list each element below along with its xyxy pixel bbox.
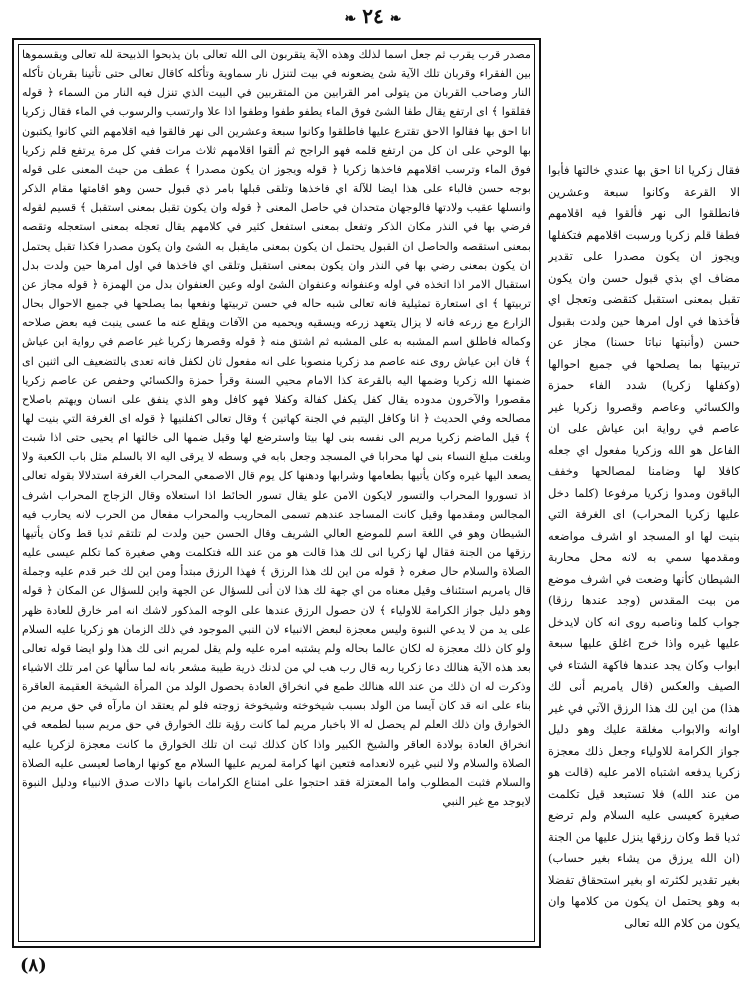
page-number-text: ٢٤	[362, 4, 384, 28]
commentary-paragraph: مصدر قرب يقرب ثم جعل اسما لذلك وهذه الآية يتقربون الى الله تعالى بان يذبحوا الذبيحة لله تعالى ويقسموها بين الفقراء وقربان تلك الآية شئ يضعونه في بيت لتنزل نار سماوية وتأكله كاقال تعالى حتى تأتينا بقربان تأكله النار وصاحب القربان من يتولى امر القرابين من المتقربين في البيت الذي تنزل فيه النار من السماء ﴿ قوله فقلقوا ﴾ اى ارتفع يقال طفا الشئ فوق الماء يطفو طفوا وطفوا اذا علا وارتسب والرسوب في الماء فقال زكريا انا احق بها فقالوا الاحق تقترع عليها فاطلقوا وكانوا سبعة وعشرين الى نهر فالقوا فيه اقلامهم التي كانوا يكتبون بها الوحي على ان كل من ارتفع قلمه فهو الراجح ثم ألقوا اقلامهم ثلاث مرات ففي كل مرة يرتفع قلم زكريا فوق الماء وترسب اقلامهم فاخذها زكريا ﴿ قوله ويجوز ان يكون مصدرا ﴾ عطف من حيث المعنى على قوله بوجه حسن فالباء على هذا ايضا للآلة اي فاخذها وتلقى قبلها بامر ذي قبول حسن وهو اقامتها مقام الذكر وانسلها عقيب ولادتها فالوجهان متحدان في حاصل المعنى ﴿ قوله وان يكون تقبل بمعنى استقبل ﴾ قسيم لقوله فرضي بها في النذر مكان الذكر وتفعل بمعنى استفعل كثير في كلامهم يقال تعجله بمعنى استعجله وتقصه بمعنى استقصه والحاصل ان القبول يحتمل ان يكون بمعنى مايقبل به الشئ وان يكون مصدرا فكذا تقبل يحتمل ان يكون بمعنى رضي بها في النذر وان يكون بمعنى استقبل وتلقى اي فاخذها في اول امرها حين ولدت بدل استقبال الامر اذا اتخذه في اوله وعنفوانه وعنفوان الشئ اوله وعين العنفوان بدل من الهمزة ﴿ قوله مجاز عن تربيتها ﴾ اى استعارة تمثيلية فانه تعالى شبه حاله في حسن تربيتها ونفعها بما يصلحها في جميع الاحوال بحال الزارع مع زرعه فانه لا يزال يتعهد زرعه ويسقيه ويحميه من الآفات ويقلع عنه ما عسى ينبت فيه بعض صلاحه وكماله فاطلق اسم المشبه به على المشبه ثم اشتق منه ﴿ قوله وقصرها زكريا غير عاصم في رواية ابن عياش ﴾ فان ابن عياش روى عنه عاصم مد زكريا منصوبا على انه مفعول ثان لكفل فانه تعدى بالتضعيف الى اثنين اى ضمنها الله زكريا وضمها اليه بالقرعة كذا الامام محيي السنة وقرأ حمزة والكسائي وحفص عن عاصم زكريا مقصورا والآخرون مدوده يقال كفل يكفل كفالة وكفلا فهو كافل وهو الذي ينفق على انسان ويهتم باصلاح مصالحه وفي الحديث ﴿ انا وكافل اليتيم في الجنة كهاتين ﴾ وقال تعالى اكفلنيها ﴿ قوله اى الغرفة التي بنيت لها ﴾ قيل الماضم زكريا مريم الى نفسه بنى لها بيتا واسترضع لها وقيل ضمها الى خالتها ام يحيى حتى اذا شبت وبلغت مبلغ النساء بنى لها محرابا في المسجد وجعل بابه في وسطه لا يرقى اليه الا بالسلم مثل باب الكعبة ولا يصعد اليها غيره وكان يأتيها بطعامها وشرابها ودهنها كل يوم قال الاصمعي المحراب الغرفة استدلالا بقوله تعالى اذ تسوروا المحراب والتسور لايكون الامن علو يقال تسور الحائط اذا استعلاه وقال الزجاج المحراب اشرف المجالس ومقدمها وقيل كانت المساجد عندهم تسمى المحاريب والمحراب مفعال من الحرب لانه يحارب فيه الشيطان وهو في اللغة اسم للموضع العالي الشريف وقال الحسن حين ولدت لم تلتقم ثديا قط وكان يأتيها رزقها من الجنة فقال لها زكريا انى لك هذا قالت هو من عند الله فتكلمت وهي صغيرة كما تكلم عيسى عليه الصلاة والسلام حال صغره ﴿ قوله من اين لك هذا الرزق ﴾ فهذا الرزق مبتدأ ومن اين لك خبر قدم عليه وجملة قال يامريم استئناف وقيل معناه من اي جهة لك هذا لان أنى للسؤال عن الجهة واين للسؤال عن المكان ﴿ قوله وهو دليل جواز الكرامة للاولياء ﴾ لان حصول الرزق عندها على الوجه المذكور لاشك انه امر خارق للعادة ظهر على يد من لا يدعي النبوة وليس معجزة لبعض الانبياء لان النبي الموجود في ذلك الزمان هو زكريا عليه السلام ولو كان ذلك معجزة له لكان عالما بحاله ولم يشتبه امره عليه ولم يقل لمريم انى لك هذا ولو ايضا قوله تعالى بعد هذه الآية هنالك دعا زكريا ربه قال رب هب لي من لدنك ذرية طيبة مشعر بانه لما سألها عن امر تلك الاشياء وذكرت له ان ذلك من عند الله هنالك طمع في انخراق العادة بحصول الولد من المرأة الشيخة العقيمة العاقرة بناء على انه قد كان آيسا من الولد بسبب شيخوخته وشيخوخة زوجته فلو لم يعتقد ان مارآه في حق مريم من الخوارق وان ذلك العلم لم يحصل له الا باخبار مريم لما كانت رؤية تلك الخوارق في حق مريم سببا لطمعه في انخراق العادة بولادة العاقر والشيخ الكبير واذا كان كذلك ثبت ان تلك الخوارق ما كانت معجزة لزكريا عليه الصلاة والسلام ولا لنبي غيره لانعدامه فتعين انها كرامة لمريم عليها السلام مع كونها ارهاصا لعيسى عليه الصلاة والسلام فثبت المطلوب واما المعتزلة فقد احتجوا على امتناع الكرامات بانها دالات صدق الانبياء ودليل النبوة لايوجد مع غير النبي	[22, 48, 531, 809]
page-number	[318, 4, 428, 28]
footer-signature-number: (٨)	[20, 955, 47, 976]
page-header	[0, 4, 750, 34]
commentary-frame	[12, 38, 541, 948]
ornament-right: ❧	[389, 11, 402, 27]
tafsir-paragraph: فقال زكريا انا احق بها عندي خالتها فأبوا الا القرعة وكانوا سبعة وعشرين فانطلقوا الى نهر فألقوا فيه اقلامهم فطفا قلم زكريا ورسبت اقلامهم فتكفلها ويجوز ان يكون مصدرا على تقدير مضاف اي بذي قبول حسن وان يكون تقبل بمعنى استقبل كتقضى وتعجل اي فأخذها في اول امرها حين ولدت بقبول حسن (وأنبتها نباتا حسنا) مجاز عن تربيتها بما يصلحها في جميع احوالها (وكفلها زكريا) شدد الفاء حمزة والكسائي وعاصم وقصروا زكريا غير عاصم في رواية ابن عياش على ان الفاعل هو الله وزكريا مفعول اي جعله كافلا لها وضامنا لمصالحها وخفف الباقون ومدوا زكريا مرفوعا (كلما دخل عليها زكريا المحراب) اى الغرفة التي بنيت لها او المسجد او اشرف مواضعه ومقدمها سمي به لانه محل محاربة الشيطان كأنها وضعت في اشرف موضع من بيت المقدس (وجد عندها رزقا) جواب كلما وناصبه روى انه كان لايدخل عليها غيره واذا خرج اغلق عليها سبعة ابواب وكان يجد عندها فاكهة الشتاء في الصيف والعكس (قال يامريم أنى لك هذا) من اين لك هذا الرزق الآتي في غير اوانه والابواب مغلقة عليك وهو دليل جواز الكرامة للاولياء وجعل ذلك معجزة زكريا يدفعه اشتباه الامر عليه (قالت هو من عند الله) فلا تستبعد قيل تكلمت صغيرة كعيسى عليه السلام ولم ترضع ثديا قط وكان رزقها ينزل عليها من الجنة (ان الله يرزق من يشاء بغير حساب) بغير تقدير لكثرته او بغير استحقاق تفضلا به وهو يحتمل ان يكون من كلامها وان يكون من كلام الله تعالى	[548, 163, 740, 930]
ornament-left: ❧	[344, 11, 357, 27]
main-tafsir-text	[548, 160, 740, 944]
commentary-text	[22, 45, 531, 942]
